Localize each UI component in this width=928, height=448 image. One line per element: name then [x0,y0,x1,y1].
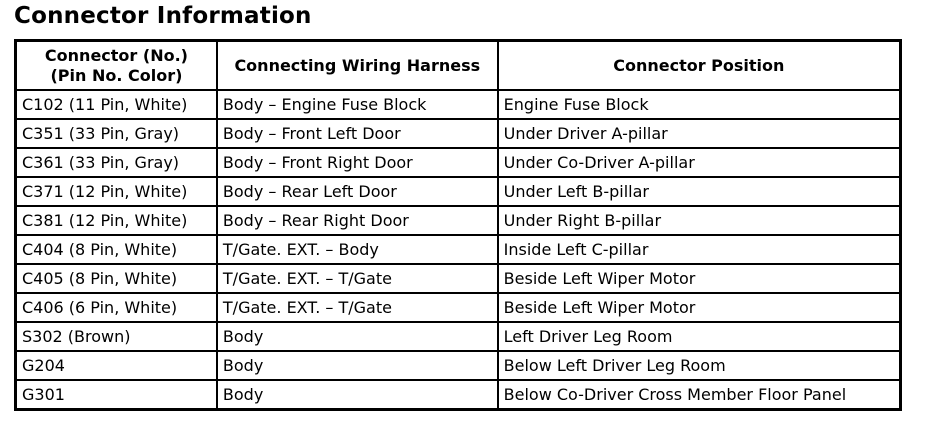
cell-position: Under Left B-pillar [498,177,901,206]
cell-position: Engine Fuse Block [498,90,901,119]
column-header-harness: Connecting Wiring Harness [217,41,498,91]
table-row [16,322,901,351]
cell-connector: G301 [16,380,217,410]
table-row [16,148,901,177]
column-header-connector-line1: Connector (No.) [44,45,188,65]
cell-position: Left Driver Leg Room [498,322,901,351]
table-row [16,351,901,380]
table-row [16,264,901,293]
cell-harness: Body [217,322,498,351]
table-row [16,90,901,119]
column-header-position: Connector Position [498,41,901,91]
table-row [16,119,901,148]
cell-connector: C371 (12 Pin, White) [16,177,217,206]
cell-harness: Body – Front Right Door [217,148,498,177]
cell-position: Inside Left C-pillar [498,235,901,264]
cell-harness: Body [217,351,498,380]
cell-connector: C405 (8 Pin, White) [16,264,217,293]
cell-position: Below Co-Driver Cross Member Floor Panel [498,380,901,410]
table-row [16,293,901,322]
cell-position: Under Driver A-pillar [498,119,901,148]
cell-harness: Body – Rear Left Door [217,177,498,206]
cell-harness: Body [217,380,498,410]
cell-harness: T/Gate. EXT. – T/Gate [217,293,498,322]
cell-position: Beside Left Wiper Motor [498,264,901,293]
cell-harness: Body – Rear Right Door [217,206,498,235]
cell-connector: C351 (33 Pin, Gray) [16,119,217,148]
column-header-connector-line2: (Pin No. Color) [50,65,183,85]
table-row [16,380,901,410]
table-row [16,177,901,206]
cell-connector: C404 (8 Pin, White) [16,235,217,264]
column-header-connector [16,41,217,91]
page-title: Connector Information [14,3,312,29]
table-row [16,235,901,264]
cell-harness: Body – Engine Fuse Block [217,90,498,119]
cell-harness: T/Gate. EXT. – Body [217,235,498,264]
cell-position: Under Co-Driver A-pillar [498,148,901,177]
cell-connector: C102 (11 Pin, White) [16,90,217,119]
cell-position: Under Right B-pillar [498,206,901,235]
table-header-row [16,41,901,91]
cell-connector: C361 (33 Pin, Gray) [16,148,217,177]
cell-connector: C406 (6 Pin, White) [16,293,217,322]
cell-position: Below Left Driver Leg Room [498,351,901,380]
cell-connector: C381 (12 Pin, White) [16,206,217,235]
connector-table [14,39,902,411]
cell-connector: S302 (Brown) [16,322,217,351]
cell-harness: T/Gate. EXT. – T/Gate [217,264,498,293]
cell-connector: G204 [16,351,217,380]
table-row [16,206,901,235]
cell-harness: Body – Front Left Door [217,119,498,148]
cell-position: Beside Left Wiper Motor [498,293,901,322]
